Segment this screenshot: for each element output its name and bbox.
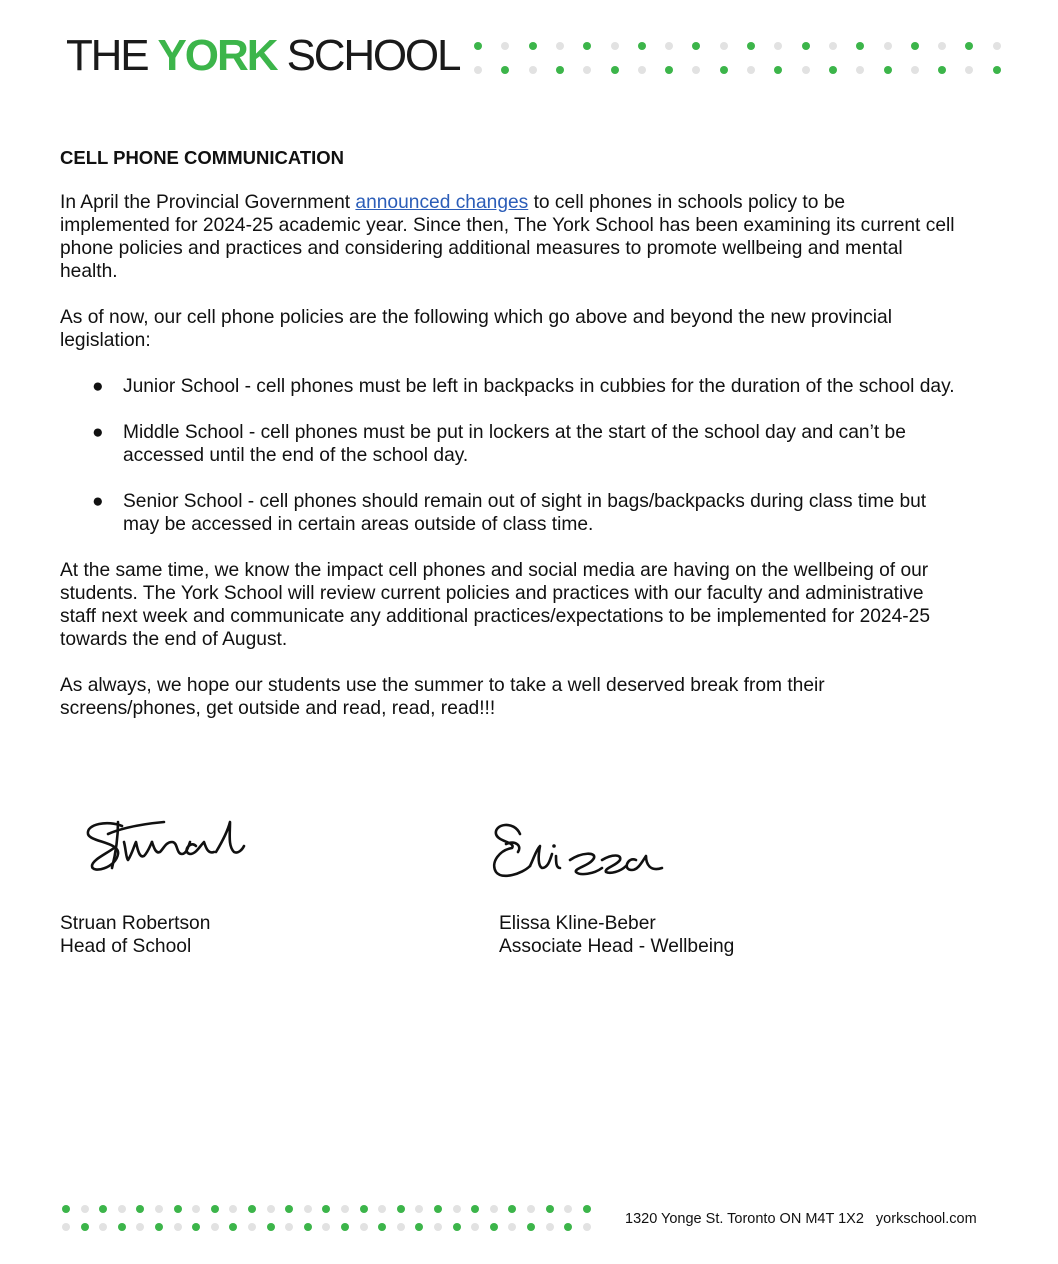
footer-contact [625,1211,977,1227]
decorative-dot [829,42,837,50]
decorative-dot [501,66,509,74]
logo-school: SCHOOL [286,31,460,80]
decorative-dot [529,42,537,50]
decorative-dot [62,1223,70,1231]
signatory-name: Struan Robertson [60,913,211,934]
decorative-dot [211,1223,219,1231]
paragraph-closing: As always, we hope our students use the summer to take a well deserved break from their screens/phones, get outside and read, read, read!!! [60,675,825,719]
list-item [60,375,960,398]
signatory-block-struan [60,912,210,958]
decorative-dot [397,1205,405,1213]
decorative-dot [720,42,728,50]
paragraph-policies: As of now, our cell phone policies are the following which go above and beyond the new provincial legislation: [60,307,892,351]
decorative-dot [490,1205,498,1213]
logo-york: YORK [157,31,277,80]
decorative-dot [155,1223,163,1231]
decorative-dot [583,42,591,50]
decorative-dot [829,66,837,74]
paragraph-intro-start: In April the Provincial Government [60,192,356,213]
bullet-icon: ● [92,376,104,397]
signatory-block-elissa [499,912,734,958]
decorative-dot [527,1223,535,1231]
decorative-dot [747,42,755,50]
announced-changes-link[interactable]: announced changes [355,192,529,213]
decorative-dot [583,1205,591,1213]
decorative-dot [611,42,619,50]
decorative-dot [911,42,919,50]
decorative-dot [802,66,810,74]
decorative-dot [720,66,728,74]
decorative-dot [529,66,537,74]
decorative-dot [965,42,973,50]
decorative-dot [378,1205,386,1213]
decorative-dot [378,1223,386,1231]
decorative-dot [118,1205,126,1213]
decorative-dot [884,42,892,50]
decorative-dot [81,1205,89,1213]
decorative-dot [248,1205,256,1213]
decorative-dot [564,1205,572,1213]
decorative-dot [415,1223,423,1231]
decorative-dot [62,1205,70,1213]
decorative-dot [267,1223,275,1231]
decorative-dot [556,66,564,74]
decorative-dot [638,66,646,74]
decorative-dot [322,1223,330,1231]
decorative-dot [993,66,1001,74]
decorative-dot [267,1205,275,1213]
decorative-dot [583,1223,591,1231]
paragraph-intro-end: to cell phones in schools policy to be implemented for 2024-25 academic year. Since then, The York School has been examining its current cell phone policies and practices and considering additional measures to promote wellbeing and mental health. [60,192,955,282]
signatory-role: Head of School [60,936,192,957]
policy-senior: Senior School - cell phones should remain out of sight in bags/backpacks during class time but may be accessed in certain areas outside of class time. [123,491,927,535]
decorative-dot [474,66,482,74]
decorative-dot [802,42,810,50]
list-item [60,490,960,536]
decorative-dot [508,1223,516,1231]
school-logo [66,30,459,82]
footer-address: 1320 Yonge St. Toronto ON M4T 1X2 [625,1211,864,1227]
logo-the: THE [66,31,148,80]
decorative-dot [341,1223,349,1231]
decorative-dot [546,1223,554,1231]
decorative-dot [211,1205,219,1213]
decorative-dot [474,42,482,50]
signatory-name: Elissa Kline-Beber [499,913,656,934]
letter-body [60,146,960,743]
footer-website[interactable]: yorkschool.com [875,1211,977,1227]
decorative-dot [938,66,946,74]
decorative-dot [692,42,700,50]
decorative-dot [136,1223,144,1231]
decorative-dot [911,66,919,74]
decorative-dot [665,66,673,74]
decorative-dot [508,1205,516,1213]
decorative-dot [81,1223,89,1231]
decorative-dot [397,1223,405,1231]
decorative-dot [285,1223,293,1231]
bullet-icon: ● [92,491,104,512]
decorative-dot [638,42,646,50]
policy-list [60,375,960,536]
decorative-dot [341,1205,349,1213]
policy-middle: Middle School - cell phones must be put in lockers at the start of the school day and can’t be accessed until the end of the school day. [123,422,906,466]
decorative-dot [665,42,673,50]
signature-struan [78,812,253,882]
decorative-dot [453,1205,461,1213]
decorative-dot [174,1223,182,1231]
decorative-dot [856,66,864,74]
decorative-dot [692,66,700,74]
decorative-dot [434,1205,442,1213]
decorative-dot [747,66,755,74]
decorative-dot [527,1205,535,1213]
decorative-dot [155,1205,163,1213]
list-item [60,421,960,467]
decorative-dot [583,66,591,74]
decorative-dot [774,42,782,50]
decorative-dot [248,1223,256,1231]
decorative-dot [304,1223,312,1231]
decorative-dot [490,1223,498,1231]
decorative-dot [611,66,619,74]
decorative-dot [322,1205,330,1213]
decorative-dot [501,42,509,50]
decorative-dot [360,1223,368,1231]
bullet-icon: ● [92,422,104,443]
paragraph-intro [60,191,960,283]
decorative-dot [360,1205,368,1213]
decorative-dot [136,1205,144,1213]
signatory-role: Associate Head - Wellbeing [499,936,735,957]
decorative-dot [434,1223,442,1231]
decorative-dot [564,1223,572,1231]
decorative-dot [229,1223,237,1231]
letter-title: CELL PHONE COMMUNICATION [60,147,345,168]
decorative-dot [938,42,946,50]
decorative-dot [192,1205,200,1213]
signature-elissa [486,816,676,886]
decorative-dot [965,66,973,74]
decorative-dot [192,1223,200,1231]
decorative-dot [285,1205,293,1213]
decorative-dot [304,1205,312,1213]
decorative-dot [471,1223,479,1231]
decorative-dot [174,1205,182,1213]
paragraph-impact: At the same time, we know the impact cell phones and social media are having on the wellbeing of our students. The York School will review current policies and practices with our faculty and administrative staff next week and communicate any additional practices/expectations to be implemented for 2024-25 towards the end of August. [60,560,930,650]
decorative-dot [415,1205,423,1213]
policy-junior: Junior School - cell phones must be left in backpacks in cubbies for the duration of the school day. [123,376,955,397]
decorative-dot [856,42,864,50]
decorative-dot [774,66,782,74]
decorative-dot [993,42,1001,50]
decorative-dot [471,1205,479,1213]
decorative-dot [884,66,892,74]
decorative-dot [118,1223,126,1231]
decorative-dot [99,1223,107,1231]
decorative-dot [229,1205,237,1213]
decorative-dot [546,1205,554,1213]
decorative-dot [556,42,564,50]
decorative-dot [453,1223,461,1231]
decorative-dot [99,1205,107,1213]
